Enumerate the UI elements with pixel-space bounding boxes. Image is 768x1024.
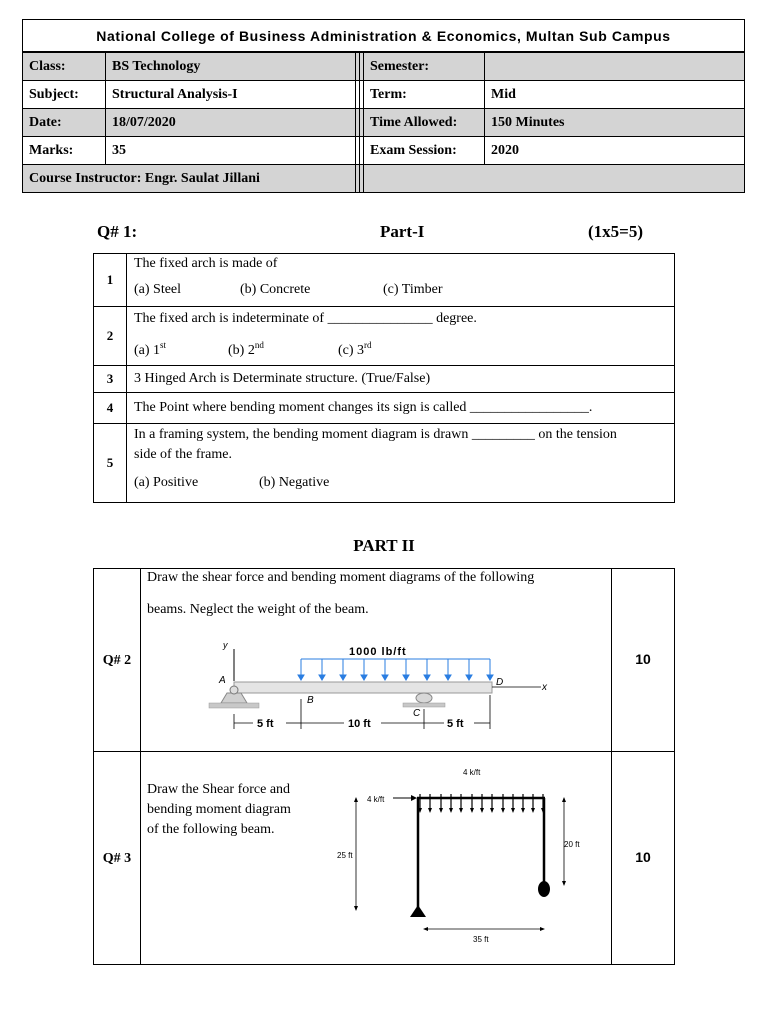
mcq-row [94,366,675,393]
exam-session-value: 2020 [485,137,745,165]
info-row-subject [23,81,745,109]
time-allowed-label: Time Allowed: [364,109,485,137]
mcq-row [94,393,675,424]
mcq-number: 3 [94,366,127,393]
part2-table [93,568,675,965]
info-row-marks [23,137,745,165]
mcq-number: 5 [94,424,127,503]
q2-label: Q# 2 [102,653,132,668]
dimension-label: 5 ft [447,718,464,730]
q3-text-line3: of the following beam. [147,822,275,837]
q1-marks: (1x5=5) [588,222,644,241]
mcq-question-cont: side of the frame. [134,447,232,462]
exam-info-table [22,52,745,193]
point-c-label: C [413,708,421,719]
exam-session-label: Exam Session: [364,137,485,165]
mcq-option: (c) Timber [383,282,443,297]
part1-title: Part-I [380,222,425,241]
time-allowed-value: 150 Minutes [485,109,745,137]
mcq-option: (c) 3rd [338,340,372,358]
date-value: 18/07/2020 [106,109,356,137]
point-a-label: A [219,675,226,686]
point-d-label: D [496,677,504,688]
portal-frame [417,798,545,907]
mcq-option: (a) Steel [134,282,182,297]
semester-value [485,53,745,81]
mcq-question: The fixed arch is indeterminate of _______________ degree. [134,311,477,326]
q3-row [94,752,675,965]
term-value: Mid [485,81,745,109]
mcq-option: (b) Concrete [240,282,311,297]
semester-label: Semester: [364,53,485,81]
pin-support [230,686,238,694]
q3-frame-diagram [141,752,611,964]
side-load-label: 4 k/ft [367,795,385,804]
span-label: 35 ft [473,935,489,944]
beam [234,682,492,693]
x-axis-label: x [542,682,547,693]
mcq-number: 4 [94,393,127,424]
roller-support [416,693,432,703]
mcq-question: The Point where bending moment changes its sign is called _________________. [127,393,675,424]
dimension-label: 5 ft [257,718,274,730]
mcq-number: 2 [94,307,127,366]
mcq-option: (a) 1st [134,340,167,358]
q3-marks: 10 [635,849,651,865]
left-height-label: 25 ft [337,851,353,860]
y-axis-label: y [223,640,228,650]
point-b-label: B [307,695,314,706]
pin-support-triangle [410,905,426,917]
q2-row [94,569,675,752]
info-row-instructor [23,165,745,193]
mcq-row [94,307,675,366]
q2-text-line2: beams. Neglect the weight of the beam. [147,602,369,617]
info-row-class [23,53,745,81]
q2-beam-diagram [141,569,611,751]
marks-value: 35 [106,137,356,165]
q3-label: Q# 3 [102,851,132,866]
mcq-question: The fixed arch is made of [134,256,278,271]
dimension-label: 10 ft [348,718,371,730]
top-load-label: 4 k/ft [463,768,481,777]
mcq-table [93,253,675,503]
distributed-load-arrows [298,659,493,680]
part2-title: PART II [353,536,415,555]
mcq-row [94,424,675,503]
subject-value: Structural Analysis-I [106,81,356,109]
mcq-option: (b) 2nd [228,340,264,358]
marks-label: Marks: [23,137,106,165]
q2-text-line1: Draw the shear force and bending moment diagrams of the following [147,570,535,585]
q3-text-line1: Draw the Shear force and [147,782,291,797]
right-height-label: 20 ft [564,840,580,849]
mcq-question: 3 Hinged Arch is Determinate structure. (True/False) [127,366,675,393]
q2-marks: 10 [635,651,651,667]
class-label: Class: [23,53,106,81]
mcq-question: In a framing system, the bending moment diagram is drawn _________ on the tension [134,427,617,442]
college-title: National College of Business Administration & Economics, Multan Sub Campus [22,19,745,52]
mcq-option: (a) Positive [134,475,199,490]
load-label: 1000 lb/ft [349,646,407,658]
info-row-date [23,109,745,137]
mcq-row [94,254,675,307]
q1-label: Q# 1: [97,222,138,241]
q3-text-line2: bending moment diagram [147,802,291,817]
course-instructor: Course Instructor: Engr. Saulat Jillani [23,165,356,193]
roller-support [538,881,550,897]
top-load-arrows [420,794,543,810]
mcq-number: 1 [94,254,127,307]
term-label: Term: [364,81,485,109]
mcq-option: (b) Negative [259,475,330,490]
subject-label: Subject: [23,81,106,109]
class-value: BS Technology [106,53,356,81]
date-label: Date: [23,109,106,137]
